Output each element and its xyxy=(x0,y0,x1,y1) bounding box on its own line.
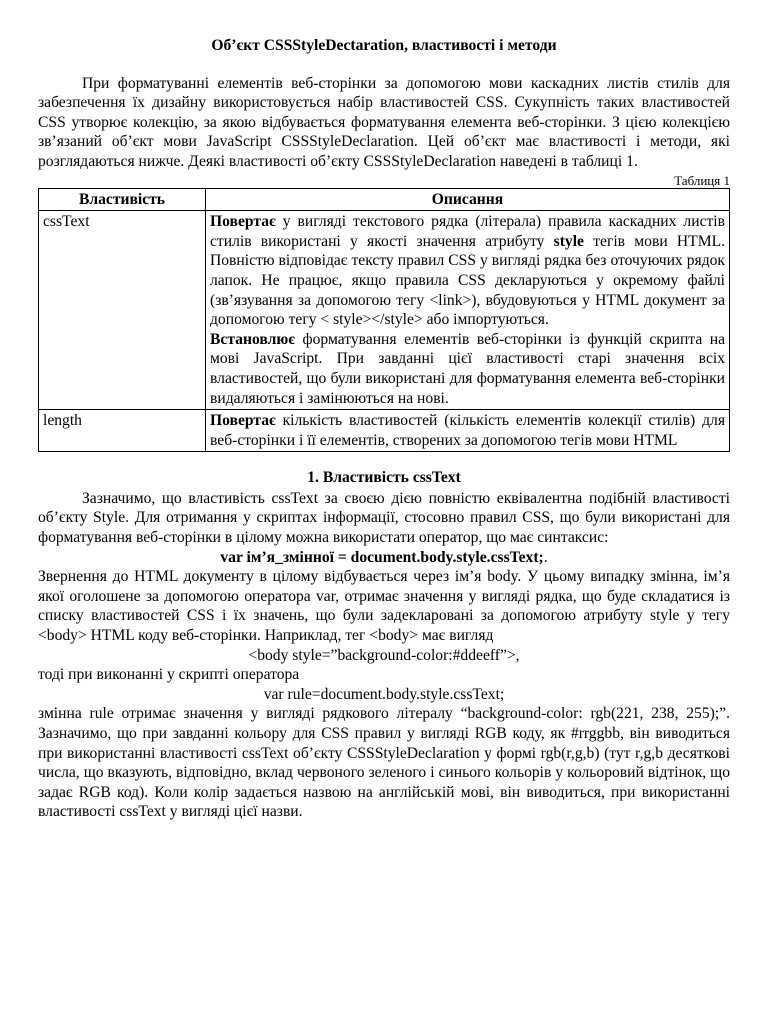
description-verb: Повертає xyxy=(210,412,276,430)
code-example: <body style=”background-color:#ddeeff”>, xyxy=(248,646,520,664)
description-text: кількість властивостей (кількість елементів колекції стилів) для веб-сторінки і її елементів, створених за допомогою тегів мови HTML xyxy=(210,412,725,449)
table-row xyxy=(39,410,730,452)
property-cell: length xyxy=(39,410,206,452)
header-description: Описання xyxy=(206,188,730,211)
syntax-tail: . xyxy=(543,548,548,566)
section-paragraph: Зазначимо, що властивість cssText за своєю дією повністю еквівалентна подібній властивості об’єкту Style. Для отримання у скриптах інформації, стосовно правил CSS, що були використані для форматування веб-сторінки в цілому можна використати оператор, що має синтаксис: xyxy=(38,489,730,547)
property-cell: cssText xyxy=(39,211,206,410)
section-paragraph: Звернення до HTML документу в цілому відбувається через ім’я body. У цьому випадку змінна, ім’я якої оголошене за допомогою оператора var, отримає значення у вигляді рядка, що буде складатися із списку властивостей CSS і їх значень, що були задекларовані за допомогою атрибуту style у тегу <body> HTML коду веб-сторінки. Наприклад, тег <body> має вигляд xyxy=(38,568,730,645)
header-property: Властивість xyxy=(39,188,206,211)
description-text: тегів мови HTML. Повністю відповідає тексту правил CSS у вигляді рядка без оточуючих рядок лапок. Не працює, якщо правила CSS декларуються у окремому файлі (зв’язування за допомогою тегу <link>), вбудовуються у HTML документ за допомогою тегу < style></style> або імпортуються. xyxy=(210,232,725,329)
section-paragraph: тоді при виконанні у скрипті оператора xyxy=(38,666,300,684)
description-verb: Встановлює xyxy=(210,330,295,348)
intro-paragraph: При форматуванні елементів веб-сторінки за допомогою мови каскадних листів стилів для забезпечення їх дизайну використовується набір властивостей CSS. Сукупність таких властивостей CSS утворює колекцію, за якою відбувається форматування елемента веб-сторінки. З цією колекцією зв’язаний об’єкт мови JavaScript CSSStyleDeclaration. Цей об’єкт має властивості і методи, які розглядаються нижче. Деякі властивості об’єкту CSSStyleDeclaration наведені в таблиці 1. xyxy=(38,74,730,170)
properties-table xyxy=(38,188,730,453)
syntax-line xyxy=(38,548,730,568)
code-example: var rule=document.body.style.cssText; xyxy=(263,685,505,703)
description-cell xyxy=(206,211,730,410)
description-paragraph xyxy=(210,330,725,408)
section-paragraph: змінна rule отримає значення у вигляді рядкового літералу “background-color: rgb(221, 238, 255);”. Зазначимо, що при завданні кольору для CSS правил у вигляді RGB коду, як #rrggbb, він виводиться при використанні властивості cssText об’єкту CSSStyleDeclaration у формі rgb(r,g,b) (тут r,g,b десяткові числа, що вказують, відповідно, вклад червоного зеленого і синього кольорів у кольоровий відтінок, що задає RGB код). Коли колір задається назвою на англійській мові, він виводиться, при використанні властивості cssText у вигляді цієї назви. xyxy=(38,705,730,821)
syntax-code: var ім’я_змінної = document.body.style.cssText; xyxy=(220,548,544,566)
description-paragraph xyxy=(210,212,725,330)
description-cell xyxy=(206,410,730,452)
description-verb: Повертає xyxy=(210,213,276,231)
description-text: у вигляді текстового рядка (літерала) правила каскадних листів стилів використані у якості значення атрибуту xyxy=(210,213,725,250)
description-text: форматування елементів веб-сторінки із функцій скрипта на мові JavaScript. При завданні цієї властивості старі значення всіх властивостей, що були використані для форматування елемента веб-сторінки видаляються і замінюються на нові. xyxy=(210,330,725,407)
section-heading: 1. Властивість cssText xyxy=(307,469,461,487)
description-keyword: style xyxy=(553,232,584,250)
description-paragraph xyxy=(210,411,725,450)
table-caption: Таблиця 1 xyxy=(674,172,730,188)
document-title: Об’єкт CSSStyleDectaration, властивості і методи xyxy=(211,37,557,54)
table-header-row xyxy=(39,188,730,211)
table-row xyxy=(39,211,730,410)
